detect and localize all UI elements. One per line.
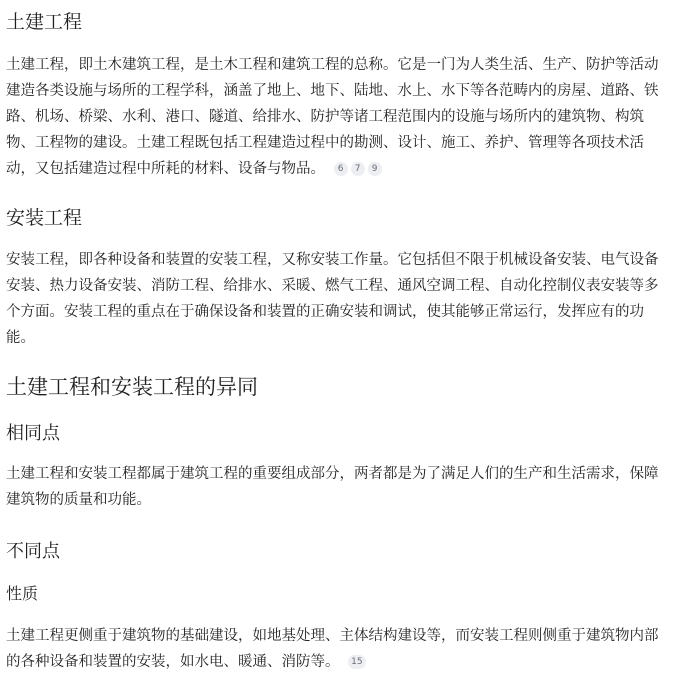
- section-body-civil: [6, 52, 666, 182]
- subsection-title-same: 相同点: [6, 423, 60, 444]
- section-title-install: 安装工程: [6, 207, 83, 229]
- citation-badge[interactable]: 7: [351, 162, 365, 176]
- section-title-civil: 土建工程: [6, 11, 83, 33]
- citation-badge[interactable]: 15: [348, 655, 365, 669]
- section-body-civil-text: 土建工程，即土木建筑工程，是土木工程和建筑工程的总称。它是一门为人类生活、生产、防护等活动建造各类设施与场所的工程学科，涵盖了地上、地下、陆地、水上、水下等各范畴内的房屋、道路、铁路、机场、桥梁、水利、港口、隧道、给排水、防护等诸工程范围内的设施与场所内的建筑物、构筑物、工程物的建设。土建工程既包括工程建造过程中的勘测、设计、施工、养护、管理等各项技术活动，又包括建造过程中所耗的材料、设备与物品。: [6, 57, 659, 177]
- subsection-title-diff: 不同点: [6, 541, 60, 562]
- subsection-body-nature: [6, 623, 666, 675]
- subsection-body-same: 土建工程和安装工程都属于建筑工程的重要组成部分，两者都是为了满足人们的生产和生活需求，保障建筑物的质量和功能。: [6, 466, 659, 508]
- citation-group-civil: [334, 162, 382, 176]
- section-body-install: 安装工程，即各种设备和装置的安装工程，又称安装工作量。它包括但不限于机械设备安装、电气设备安装、热力设备安装、消防工程、给排水、采暖、燃气工程、通风空调工程、自动化控制仪表安装等多个方面。安装工程的重点在于确保设备和装置的正确安装和调试，使其能够正常运行，发挥应有的功能。: [6, 252, 659, 346]
- citation-badge[interactable]: 9: [368, 162, 382, 176]
- subsection-body-nature-text: 土建工程更侧重于建筑物的基础建设，如地基处理、主体结构建设等，而安装工程则侧重于建筑物内部的各种设备和装置的安装，如水电、暖通、消防等。: [6, 628, 659, 670]
- citation-group-nature: [348, 655, 365, 669]
- subsection-title-nature: 性质: [6, 584, 39, 603]
- section-title-compare: 土建工程和安装工程的异同: [6, 375, 258, 399]
- citation-badge[interactable]: 6: [334, 162, 348, 176]
